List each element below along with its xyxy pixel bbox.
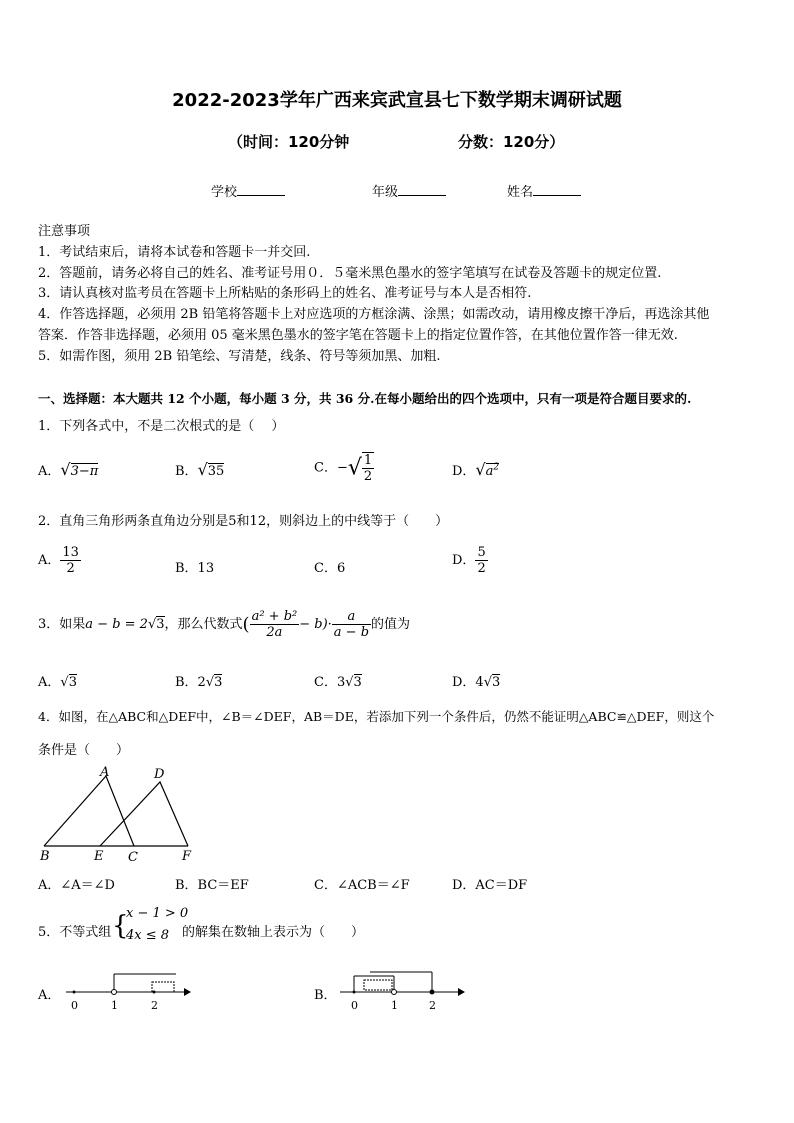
notice-item: 2．答题前，请务必将自己的姓名、准考证号用０．５毫米黑色墨水的签字笔填写在试卷及答题卡的规定位置. xyxy=(38,266,662,281)
notice-item: 4．作答选择题，必须用 2B 铅笔将答题卡上对应选项的方框涂满、涂黑；如需改动，请用橡皮擦干净后，再选涂其他 xyxy=(38,307,710,322)
tick-label-2: 2 xyxy=(151,999,158,1012)
radicand: 3 xyxy=(68,675,77,690)
option-label: A． xyxy=(38,464,61,479)
radicand-base: a xyxy=(485,464,494,479)
school-blank xyxy=(237,183,285,196)
numerator: 5 xyxy=(477,545,486,560)
q5-option-b-label: B． xyxy=(314,988,337,1003)
radicand xyxy=(486,463,500,479)
sqrt-icon: √ xyxy=(205,675,215,690)
option-label: D．4 xyxy=(452,675,484,690)
axis-arrow-icon xyxy=(184,988,191,996)
fraction xyxy=(362,452,374,484)
radicand: 3 xyxy=(492,675,501,690)
triangle-abc xyxy=(44,776,134,846)
closed-dot-icon xyxy=(430,990,435,995)
section-heading: 一、选择题：本大题共 12 个小题，每小题 3 分，共 36 分.在每小题给出的四个选项中，只有一项是符合题目要求的. xyxy=(38,391,692,406)
denominator: 2a xyxy=(266,625,283,640)
name-field xyxy=(507,181,581,200)
option-label: B．2 xyxy=(175,675,206,690)
denominator: a − b xyxy=(333,625,370,640)
inequality-1: x − 1 > 0 xyxy=(126,906,189,921)
shaded-region xyxy=(364,980,392,990)
option-label: D． xyxy=(452,553,476,568)
school-field xyxy=(211,181,285,200)
number-line-a xyxy=(62,968,192,1016)
q3-stem xyxy=(38,609,410,640)
q3-suffix: 的值为 xyxy=(371,617,411,632)
label-f: F xyxy=(182,849,192,864)
tick-label-0: 0 xyxy=(71,999,78,1012)
numerator: a xyxy=(332,609,371,625)
notice-item: 1．考试结束后，请将本试卷和答题卡一并交回. xyxy=(38,245,311,260)
fraction xyxy=(475,545,487,576)
minus-b: − b)· xyxy=(299,617,332,632)
brace-icon: { xyxy=(112,911,129,941)
radicand: 3 xyxy=(214,675,223,690)
q3-prefix: 3．如果 xyxy=(38,617,86,632)
q2-option-d xyxy=(452,545,488,576)
grade-field xyxy=(372,181,446,200)
option-label: C．3 xyxy=(314,675,346,690)
label-b: B xyxy=(40,849,50,864)
sqrt-icon: √ xyxy=(147,617,157,632)
radicand: 3 xyxy=(156,617,165,632)
q4-stem-cont: 条件是（ ） xyxy=(38,743,130,758)
q2-option-c: C．6 xyxy=(314,561,346,576)
numerator: 13 xyxy=(62,545,79,560)
numerator: a² + b² xyxy=(251,609,298,624)
q3-option-d xyxy=(452,671,500,690)
q4-option-b: B．BC＝EF xyxy=(175,878,249,893)
q5-stem-prefix: 5．不等式组 xyxy=(38,925,112,940)
denominator: 2 xyxy=(363,469,373,484)
exam-time: （时间：120分钟 xyxy=(228,133,350,151)
label-a: A xyxy=(100,765,110,780)
q5-stem-suffix: 的解集在数轴上表示为（ ） xyxy=(182,925,365,940)
name-blank xyxy=(533,183,581,196)
sqrt-icon: √ xyxy=(197,460,208,479)
shaded-region xyxy=(152,982,174,992)
q4-option-d: D．AC＝DF xyxy=(452,878,528,893)
q4-option-a: A．∠A＝∠D xyxy=(38,878,115,893)
tick-label-1: 1 xyxy=(111,999,118,1012)
inequality-2: 4x ≤ 8 xyxy=(126,928,170,943)
label-d: D xyxy=(154,767,165,782)
tick-label-2: 2 xyxy=(429,999,436,1012)
denominator: 2 xyxy=(66,561,75,576)
q2-option-a xyxy=(38,545,81,576)
q3-option-b xyxy=(175,671,222,690)
notice-item: 5．如需作图，须用 2B 铅笔绘、写清楚，线条、符号等须加黑、加粗. xyxy=(38,349,441,364)
sqrt-icon: √ xyxy=(347,455,362,481)
tick-0 xyxy=(353,991,356,994)
option-label: C．− xyxy=(314,460,348,476)
notice-item: 答案．作答非选择题，必须用 05 毫米黑色墨水的签字笔在答题卡上的指定位置作答，在其他位置作答一律无效. xyxy=(38,328,678,343)
q4-stem: 4．如图，在△ABC和△DEF中，∠B＝∠DEF，AB＝DE，若添加下列一个条件后，仍然不能证明△ABC≌△DEF，则这个 xyxy=(38,709,715,724)
q3-option-a xyxy=(38,671,77,690)
sqrt-icon: √ xyxy=(60,460,71,479)
radicand: 3 xyxy=(353,675,362,690)
page-title: 2022-2023学年广西来宾武宣县七下数学期末调研试题 xyxy=(172,90,622,111)
q1-option-a xyxy=(38,460,98,479)
tick-label-1: 1 xyxy=(391,999,398,1012)
q2-option-b: B．13 xyxy=(175,561,215,576)
q5-option-a-label: A． xyxy=(38,988,61,1003)
fraction xyxy=(332,609,371,640)
fraction xyxy=(250,609,300,640)
label-c: C xyxy=(128,850,138,865)
sqrt-icon: √ xyxy=(483,675,492,690)
q2-stem: 2．直角三角形两条直角边分别是5和12，则斜边上的中线等于（ ） xyxy=(38,514,449,529)
exam-score: 分数：120分） xyxy=(458,133,565,151)
q1-option-c xyxy=(314,452,374,484)
option-label: A． xyxy=(38,553,61,568)
number-line-b xyxy=(336,966,466,1014)
q1-option-d xyxy=(452,460,499,479)
grade-blank xyxy=(398,183,446,196)
name-label: 姓名 xyxy=(507,185,534,200)
grade-label: 年级 xyxy=(372,185,399,200)
q1-option-b xyxy=(175,460,224,479)
axis-arrow-icon xyxy=(458,988,465,996)
sqrt-icon: √ xyxy=(60,675,69,690)
tick-2 xyxy=(153,991,156,994)
condition: a − b = 2 xyxy=(85,617,148,632)
notice-heading: 注意事项 xyxy=(38,224,91,239)
radicand: 35 xyxy=(207,464,225,479)
exponent: 2 xyxy=(493,462,500,473)
sqrt-icon: √ xyxy=(345,675,354,690)
radicand: 3−π xyxy=(70,464,99,479)
open-dot-icon xyxy=(112,990,117,995)
option-label: D． xyxy=(452,464,476,479)
school-label: 学校 xyxy=(211,185,238,200)
paren-icon: ( xyxy=(242,614,250,635)
q4-option-c: C．∠ACB＝∠F xyxy=(314,878,410,893)
open-dot-icon xyxy=(392,990,397,995)
triangle-def xyxy=(100,782,188,846)
sqrt-icon: √ xyxy=(475,460,486,479)
option-label: B． xyxy=(175,464,198,479)
q3-option-c xyxy=(314,671,362,690)
tick-0 xyxy=(73,991,76,994)
denominator: 2 xyxy=(477,561,486,576)
notice-item: 3．请认真核对监考员在答题卡上所粘贴的条形码上的姓名、准考证号与本人是否相符. xyxy=(38,286,532,301)
option-label: A． xyxy=(38,675,61,690)
numerator: 1 xyxy=(363,453,373,468)
tick-label-0: 0 xyxy=(351,999,358,1012)
triangle-figure xyxy=(36,762,196,866)
fraction xyxy=(60,545,81,576)
q3-middle: ，那么代数式 xyxy=(164,617,243,632)
label-e: E xyxy=(94,849,104,864)
q1-stem: 1．下列各式中，不是二次根式的是（ ） xyxy=(38,419,285,434)
